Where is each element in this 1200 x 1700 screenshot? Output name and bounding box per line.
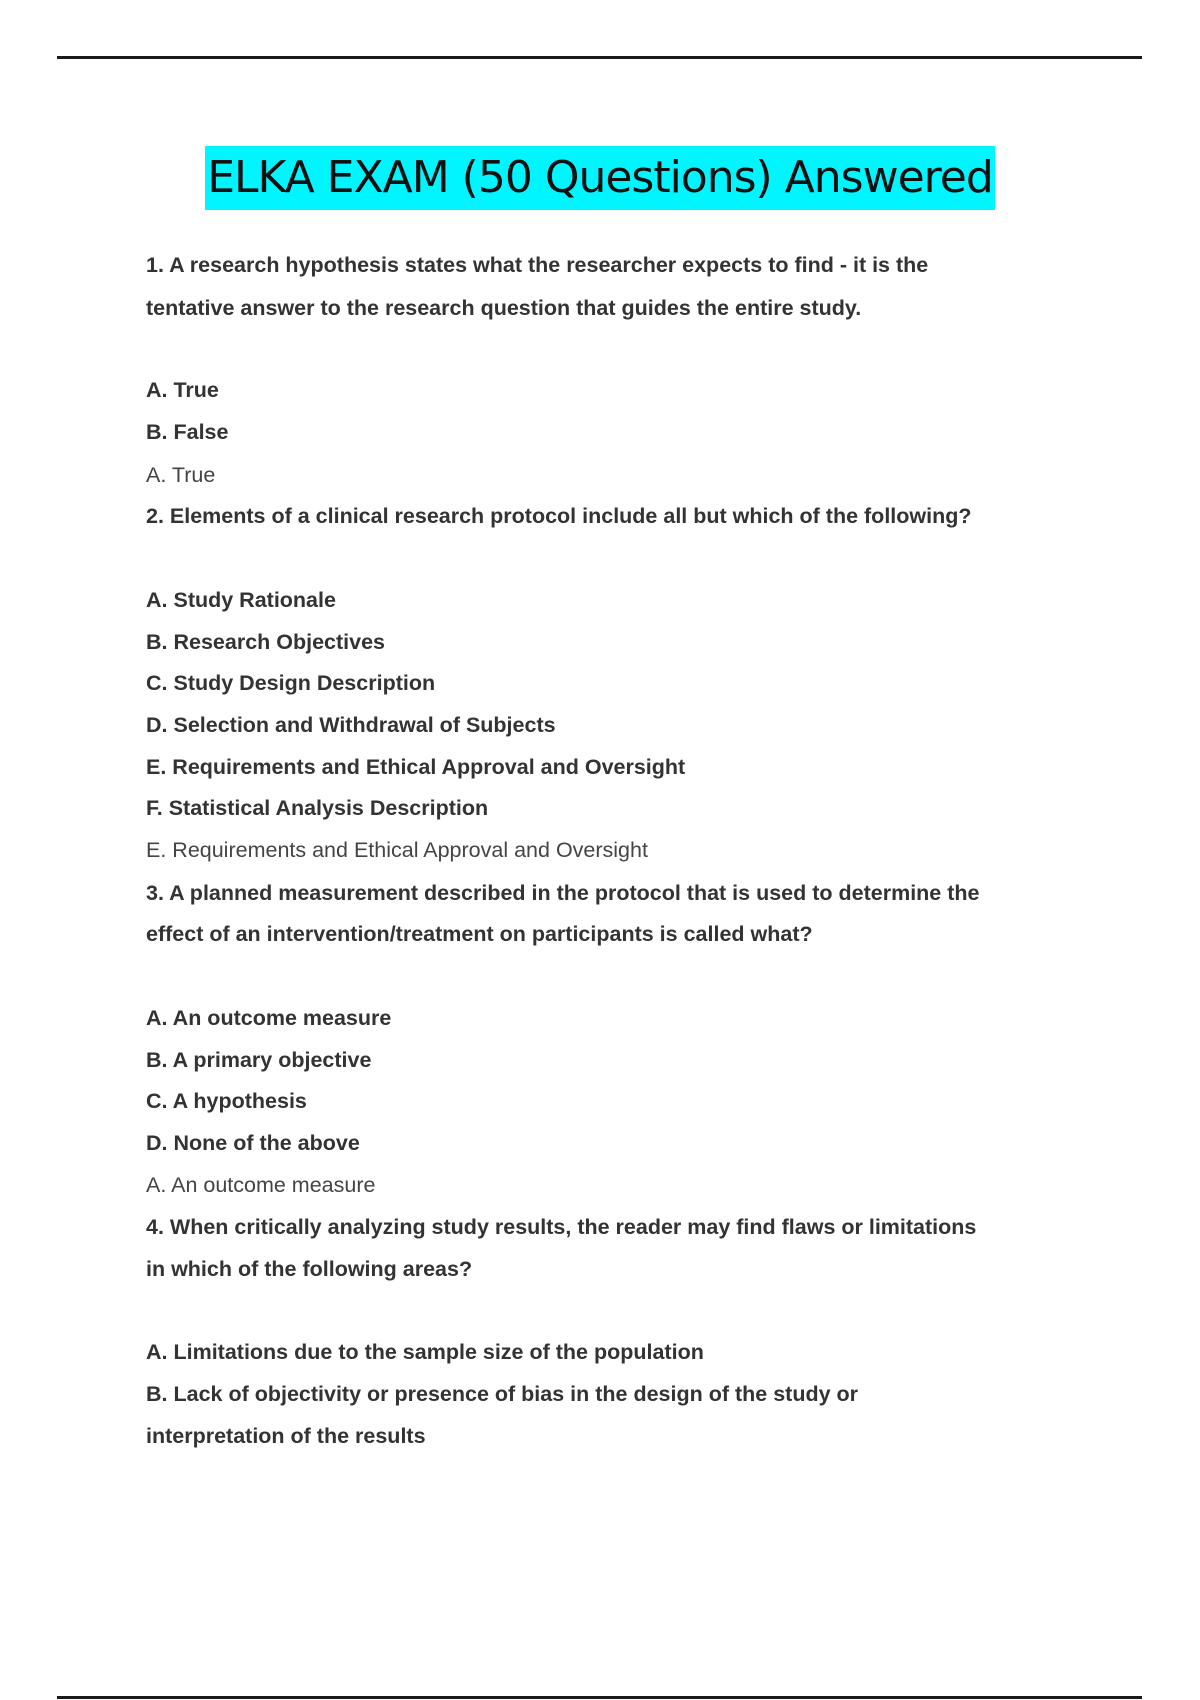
question-1-text-line-1: 1. A research hypothesis states what the researcher expects to find - it is the [146, 253, 929, 277]
question-2-option-e: E. Requirements and Ethical Approval and Oversight [146, 755, 686, 779]
question-1-answer: A. True [146, 463, 216, 487]
question-2-option-a: A. Study Rationale [146, 588, 336, 612]
question-1-text-line-2: tentative answer to the research question that guides the entire study. [146, 296, 862, 320]
question-3-text-line-2: effect of an intervention/treatment on participants is called what? [146, 922, 813, 946]
question-2-option-c: C. Study Design Description [146, 671, 436, 695]
question-4-option-b: B. Lack of objectivity or presence of bias in the design of the study or [146, 1382, 859, 1406]
question-3-option-d: D. None of the above [146, 1131, 360, 1155]
question-2-answer: E. Requirements and Ethical Approval and Oversight [146, 838, 648, 862]
question-4-option-b-continued: interpretation of the results [146, 1424, 426, 1448]
question-2-option-f: F. Statistical Analysis Description [146, 796, 489, 820]
question-4-option-a: A. Limitations due to the sample size of the population [146, 1340, 704, 1364]
question-3-option-c: C. A hypothesis [146, 1089, 307, 1113]
question-3-option-a: A. An outcome measure [146, 1006, 392, 1030]
question-3-answer: A. An outcome measure [146, 1173, 376, 1197]
question-3-text-line-1: 3. A planned measurement described in the protocol that is used to determine the [146, 881, 980, 905]
footer-rule [57, 1696, 1142, 1699]
question-2-text-line-1: 2. Elements of a clinical research protocol include all but which of the following? [146, 504, 972, 528]
question-1-option-b: B. False [146, 420, 229, 444]
question-4-text-line-1: 4. When critically analyzing study results, the reader may find flaws or limitations [146, 1215, 977, 1239]
header-rule [57, 56, 1142, 59]
title-container [0, 146, 1200, 210]
question-2-option-b: B. Research Objectives [146, 630, 386, 654]
question-1-option-a: A. True [146, 378, 219, 402]
question-4-text-line-2: in which of the following areas? [146, 1257, 473, 1281]
question-3-option-b: B. A primary objective [146, 1048, 372, 1072]
document-title: ELKA EXAM (50 Questions) Answered [205, 146, 995, 210]
question-2-option-d: D. Selection and Withdrawal of Subjects [146, 713, 556, 737]
